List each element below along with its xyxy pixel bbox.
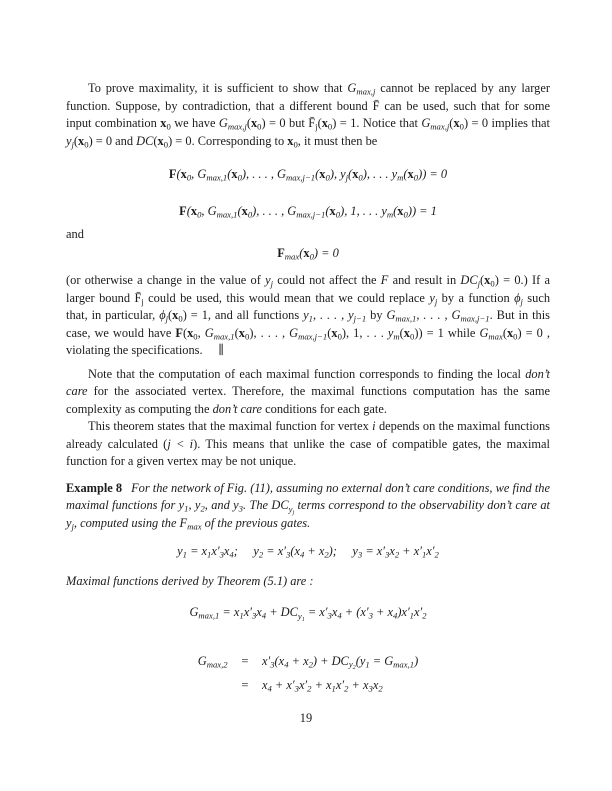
paragraph-maximality-proof: To prove maximality, it is sufficient to show that $G_{max,j}$ cannot be replaced by any larger function. Suppose, by contradiction, that a different bound F̄ can be used, such that for some input combination $x_0$ we have $G_{max,j}(x_0) = 0$ but $F̄_j(x_0) = 1$. Notice that $G_{max,j}(x_0) = 0$ implies that $y_j(x_0) = 0$ and $DC(x_0) = 0$. Corresponding to $x_0$, it must then be (66, 81, 550, 150)
paragraph-theorem-remark: This theorem states that the maximal function for vertex i depends on the maximal functions already calculated (j < i). This means that unlike the case of compatible gates, the maximal function for a given vertex may be not unique. (66, 419, 550, 468)
paragraph-example-8 (66, 480, 550, 533)
paragraph-proof-continuation: (or otherwise a change in the value of $y_j$ could not affect the F and result in $DC_j(x_0) = 0$.) If a larger bound $F̄_j$ could be used, this would mean that we could replace $y_j$ by a function $\phi_j$ such that, in particular, $\phi_j(x_0) = 1$, and all functions $y_1$, . . . , $y_{j-1}$ by $G_{max,1}$, . . . , $G_{max,j-1}$. But in this case, we would have $F(x_0$, $G_{max,1}(x_0)$, . . . , $G_{max,j-1}(x_0)$, 1, . . . $y_m(x_0)) = 1$ while $G_{max}(x_0) = 0$ , violating the specifications. ∥ (66, 273, 551, 357)
display-equation-f-equals-0: $F(x_0$, $G_{max,1}(x_0)$, . . . , $G_{max,j-1}(x_0)$, $y_j(x_0)$, . . . $y_m(x_0)) = 0$ (168, 167, 448, 183)
gmax2-lhs-empty (198, 677, 228, 695)
gmax2-rhs-line-2: $x_4 + x'_3x'_2 + x_1x'_2 + x_3x_2$ (262, 678, 383, 694)
display-equation-f-equals-1: $F(x_0$, $G_{max,1}(x_0)$, . . . , $G_{max,j-1}(x_0)$, 1, . . . $y_m(x_0)) = 1$ (179, 203, 437, 220)
gmax2-rhs-line-1: $x'_3(x_4 + x_2) + DC_{y_2}(y_1 = G_{max,1})$ (262, 653, 419, 671)
gmax2-lhs: $G_{max,2}$ (197, 653, 228, 670)
example-8-body: For the network of Fig. (11), assuming no external don’t care conditions, we find the maximal functions for $y_1$, $y_2$, and $y_3$. The $DC_{y_j}$ terms correspond to the observability don’t care at $y_j$, computed using the $F_{max}$ of the previous gates. (66, 480, 550, 532)
display-equation-fmax-zero: $F_{max}(x_0) = 0$ (277, 245, 339, 262)
paragraph-dont-care-note: Note that the computation of each maximal function corresponds to finding the local don’t care for the associated vertex. Therefore, the maximal functions computation has the same complexity as computing the don’t care conditions for each gate. (66, 366, 550, 416)
display-equation-gmax1: $G_{max,1} = x_1x'_3x_4 + DC_{y_1} = x'_3x_4 + (x'_3 + x_4)x'_1x'_2$ (189, 605, 427, 623)
gmax2-equals-sign-1: = (240, 653, 249, 668)
paragraph-maximal-functions-intro: Maximal functions derived by Theorem (5.1) are : (66, 573, 314, 588)
page-number: 19 (299, 711, 313, 725)
connector-and: and (66, 227, 84, 241)
display-equation-network-functions: $y_1 = x_1x'_3x_4$; $y_2 = x'_3(x_4 + x_2)$; $y_3 = x'_3x_2 + x'_1x'_2$ (177, 544, 439, 560)
gmax2-aligned-equations (198, 653, 418, 695)
example-8-label: Example 8 (66, 480, 123, 495)
gmax2-equals-sign-2: = (240, 678, 249, 692)
display-equation-gmax2 (66, 653, 550, 695)
text-column (66, 80, 550, 695)
